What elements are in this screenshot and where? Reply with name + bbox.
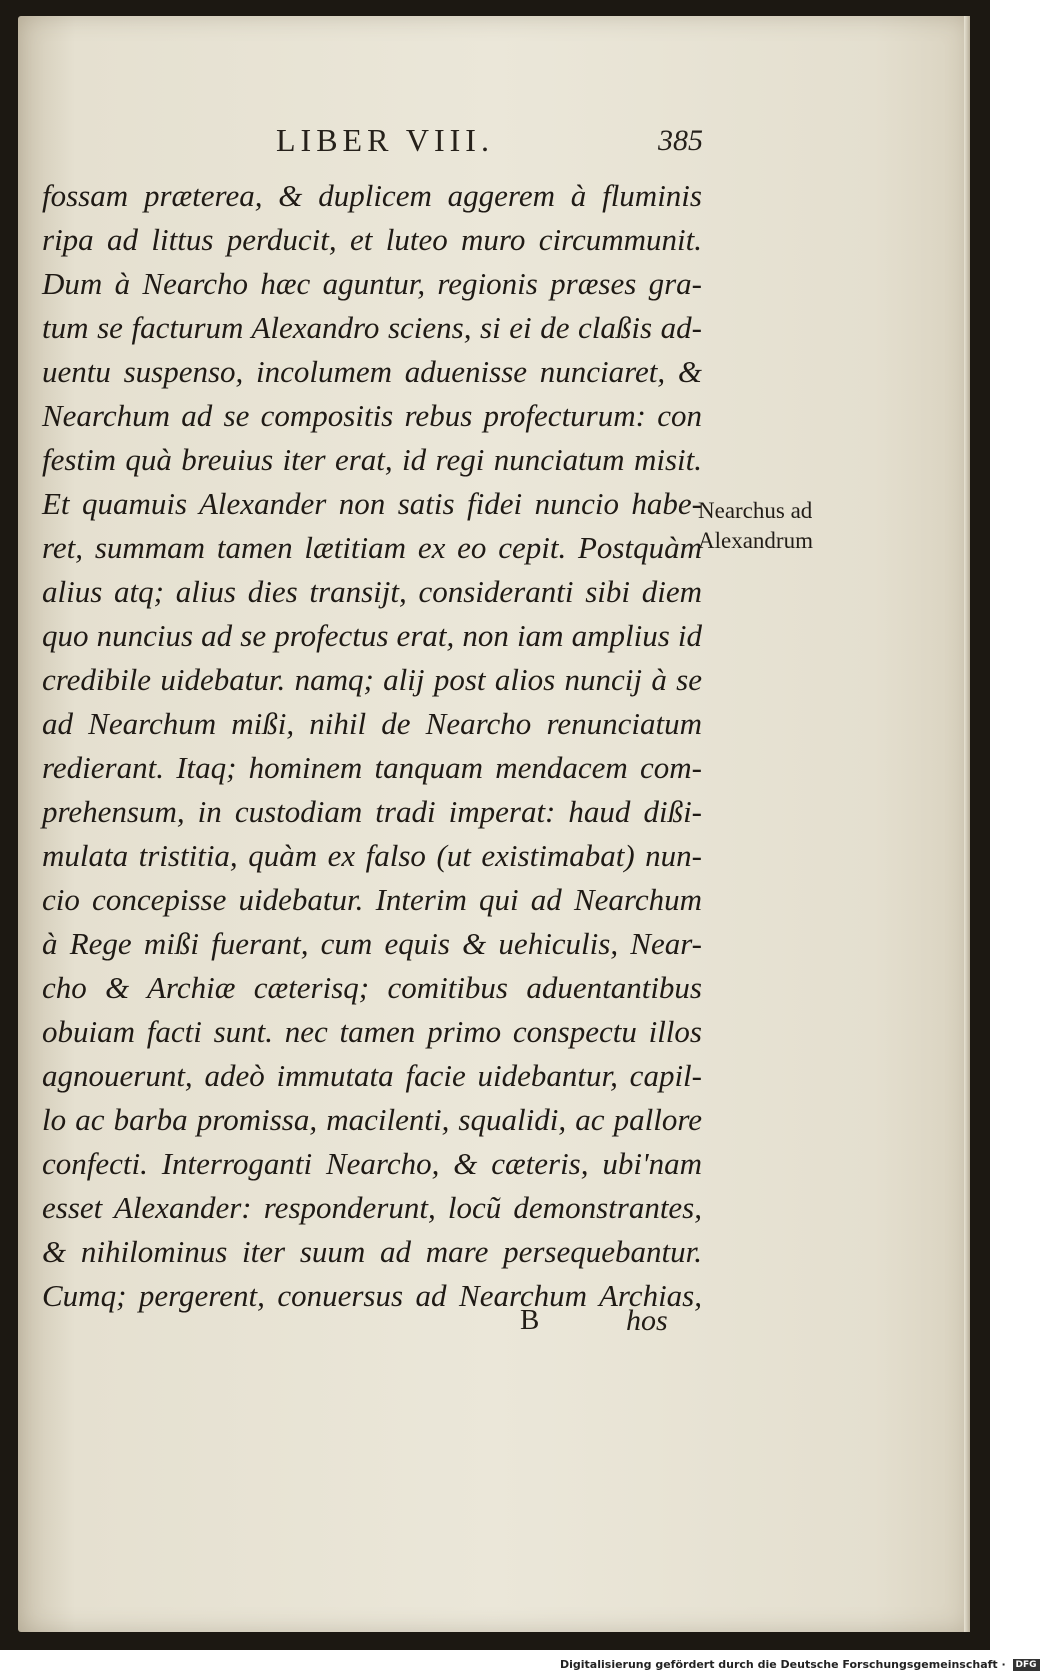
text-line: esset Alexander: responderunt, locũ demonstrantes, bbox=[42, 1190, 702, 1225]
signature-mark: B bbox=[520, 1304, 540, 1336]
text-line: agnouerunt, adeò immutata facie uidebantur, capil- bbox=[42, 1058, 702, 1093]
catchword: hos bbox=[626, 1304, 668, 1337]
text-line: credibile uidebatur. namq; alij post alios nuncij à se bbox=[42, 662, 702, 697]
text-line: cho & Archiæ cæterisq; comitibus aduentantibus bbox=[42, 970, 702, 1005]
text-line: à Rege mißi fuerant, cum equis & uehiculis, Near- bbox=[42, 926, 702, 961]
text-line: Cumq; pergerent, conuersus ad Nearchum Archias, bbox=[42, 1278, 702, 1313]
text-line: & nihilominus iter suum ad mare persequebantur. bbox=[42, 1234, 702, 1269]
text-line: confecti. Interroganti Nearcho, & cæteris, ubi'nam bbox=[42, 1146, 702, 1181]
text-line: ret, summam tamen lætitiam ex eo cepit. Postquàm bbox=[42, 530, 702, 565]
marginal-note bbox=[698, 496, 898, 556]
text-line: redierant. Itaq; hominem tanquam mendacem com- bbox=[42, 750, 702, 785]
page-number: 385 bbox=[658, 124, 703, 157]
text-line: mulata tristitia, quàm ex falso (ut existimabat) nun- bbox=[42, 838, 702, 873]
text-line: festim quà breuius iter erat, id regi nunciatum misit. bbox=[42, 442, 702, 477]
marginal-note-line: Nearchus ad bbox=[698, 498, 813, 523]
text-line: ripa ad littus perducit, et luteo muro circummunit. bbox=[42, 222, 702, 257]
text-line: cio concepisse uidebatur. Interim qui ad Nearchum bbox=[42, 882, 702, 917]
marginal-note-line: Alexandrum bbox=[698, 528, 813, 553]
text-line: Nearchum ad se compositis rebus profecturum: con bbox=[42, 398, 702, 433]
text-line: Dum à Nearcho hæc aguntur, regionis præses gra- bbox=[42, 266, 702, 301]
text-line: tum se facturum Alexandro sciens, si ei de claßis ad- bbox=[42, 310, 702, 345]
digitization-credit bbox=[560, 1658, 1040, 1671]
text-line: obuiam facti sunt. nec tamen primo conspectu illos bbox=[42, 1014, 702, 1049]
text-line: quo nuncius ad se profectus erat, non iam amplius id bbox=[42, 618, 702, 653]
text-line: alius atq; alius dies transijt, consideranti sibi diem bbox=[42, 574, 702, 609]
text-line: fossam præterea, & duplicem aggerem à fluminis bbox=[42, 178, 702, 213]
book-page bbox=[18, 16, 970, 1632]
text-line: uentu suspenso, incolumem aduenisse nunciaret, & bbox=[42, 354, 702, 389]
text-line: ad Nearchum mißi, nihil de Nearcho renunciatum bbox=[42, 706, 702, 741]
text-line: Et quamuis Alexander non satis fidei nuncio habe- bbox=[42, 486, 702, 521]
running-head: LIBER VIII. bbox=[276, 122, 494, 158]
body-text bbox=[42, 174, 702, 1318]
credit-text: Digitalisierung gefördert durch die Deutsche Forschungsgemeinschaft · bbox=[560, 1658, 1006, 1671]
dfg-logo-icon: DFG bbox=[1013, 1659, 1040, 1671]
text-line: prehensum, in custodiam tradi imperat: haud dißi- bbox=[42, 794, 702, 829]
text-line: lo ac barba promissa, macilenti, squalidi, ac pallore bbox=[42, 1102, 702, 1137]
page-edge bbox=[964, 16, 970, 1632]
